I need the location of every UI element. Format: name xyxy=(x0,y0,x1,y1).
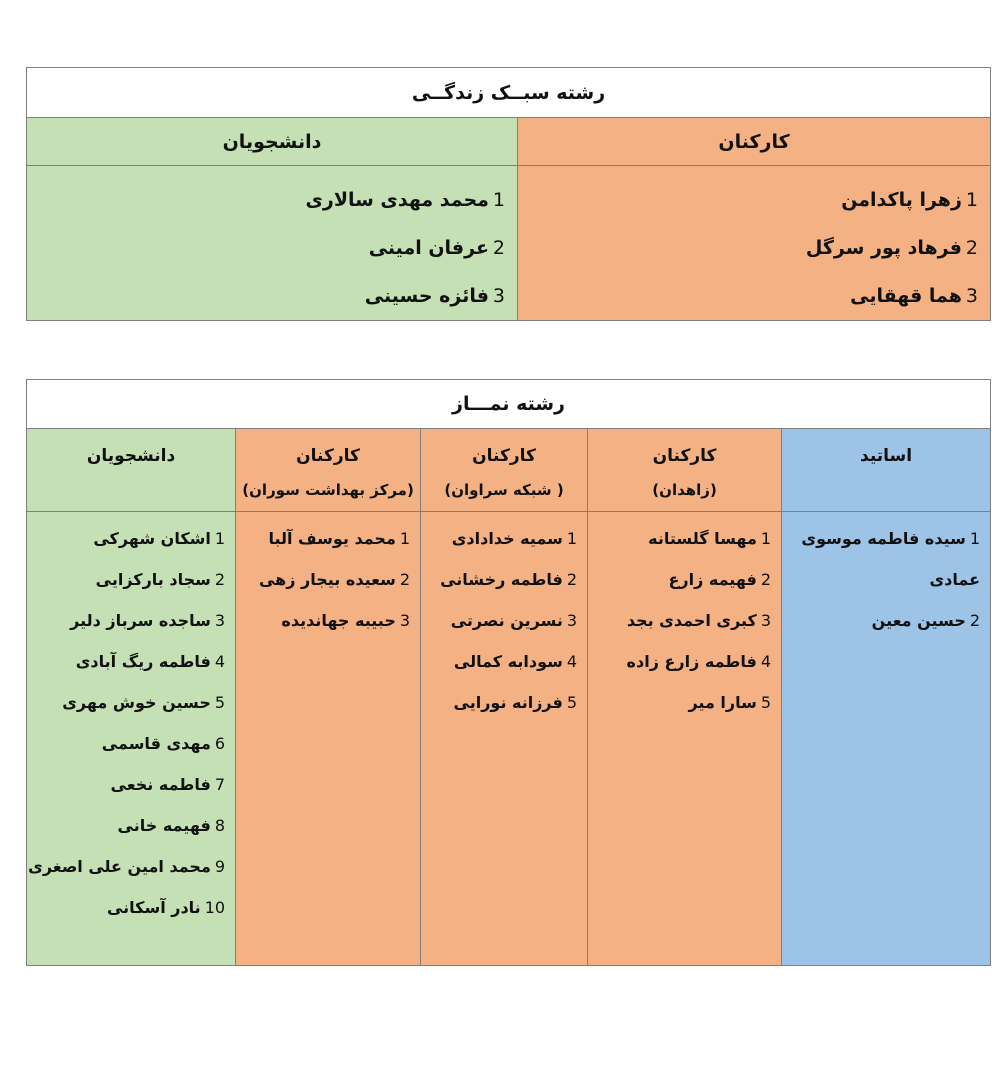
lifestyle-staff-header: کارکنان xyxy=(518,118,991,166)
list-item: 2سجاد بارکزایی xyxy=(95,570,226,589)
list-item: 5حسین خوش مهری xyxy=(62,693,226,712)
prayer-staff-saravan-list xyxy=(421,512,587,723)
prayer-professors-header xyxy=(782,429,991,512)
prayer-staff-zahedan-header xyxy=(588,429,782,512)
column-subtitle: (زاهدان) xyxy=(652,481,717,499)
list-item: 2عرفان امینی xyxy=(368,237,506,259)
prayer-staff-suran-header xyxy=(236,429,421,512)
prayer-staff-saravan-list-cell xyxy=(421,512,588,966)
list-item: 3هما قهقایی xyxy=(850,285,979,307)
lifestyle-staff-list xyxy=(518,166,990,320)
prayer-professors-list-cell xyxy=(782,512,991,966)
list-item: 8فهیمه خانی xyxy=(117,816,226,835)
list-item: 2سعیده بیجار زهی xyxy=(258,570,411,589)
prayer-table xyxy=(26,379,991,966)
column-title: دانشجویان xyxy=(86,446,176,466)
list-item: 1محمد یوسف آلبا xyxy=(268,529,411,548)
list-item: 2فرهاد پور سرگل xyxy=(805,237,979,259)
prayer-students-header xyxy=(27,429,236,512)
prayer-professors-list xyxy=(782,512,990,641)
list-item: 2فهیمه زارع xyxy=(668,570,772,589)
list-item: 3کبری احمدی بجد xyxy=(626,611,772,630)
list-item: 1سمیه خدادادی xyxy=(451,529,578,548)
list-item: 2فاطمه رخشانی xyxy=(440,570,578,589)
prayer-students-list-cell xyxy=(27,512,236,966)
list-item: 1محمد مهدی سالاری xyxy=(305,189,506,211)
prayer-staff-zahedan-list xyxy=(588,512,781,723)
prayer-staff-suran-list-cell xyxy=(236,512,421,966)
list-item: 5سارا میر xyxy=(688,693,772,712)
list-item: 1زهرا پاکدامن xyxy=(841,189,979,211)
column-subtitle: (مرکز بهداشت سوران) xyxy=(242,481,414,499)
prayer-staff-zahedan-list-cell xyxy=(588,512,782,966)
list-item: 3حبیبه جهاندیده xyxy=(281,611,411,630)
prayer-title: رشته نمـــاز xyxy=(27,380,991,429)
list-item: 7فاطمه نخعی xyxy=(110,775,226,794)
column-title: اساتید xyxy=(860,446,913,466)
prayer-staff-suran-list xyxy=(236,512,420,641)
lifestyle-title: رشته سبــک زندگــی xyxy=(27,68,991,118)
list-item: 5فرزانه نورایی xyxy=(453,693,578,712)
lifestyle-staff-list-cell xyxy=(518,166,991,321)
list-item: 4سودابه کمالی xyxy=(453,652,578,671)
list-item: 10نادر آسکانی xyxy=(106,898,226,917)
column-title: کارکنان xyxy=(472,446,536,466)
column-title: کارکنان xyxy=(652,446,717,466)
lifestyle-students-list xyxy=(27,166,517,320)
lifestyle-students-list-cell xyxy=(27,166,518,321)
list-item: 6مهدی قاسمی xyxy=(101,734,226,753)
list-item: 4فاطمه ریگ آبادی xyxy=(75,652,226,671)
list-item: 9محمد امین علی اصغری xyxy=(28,857,226,876)
column-subtitle: ( شبکه سراوان) xyxy=(444,481,564,499)
list-item: 1مهسا گلستانه xyxy=(648,529,772,548)
list-item: 2حسین معین xyxy=(871,611,981,630)
prayer-students-list xyxy=(27,512,235,928)
list-item: 3فائزه حسینی xyxy=(364,285,506,307)
lifestyle-students-header: دانشجویان xyxy=(27,118,518,166)
list-item: 1اشکان شهرکی xyxy=(93,529,226,548)
list-item: 3ساجده سرباز دلیر xyxy=(70,611,226,630)
list-item: 1سیده فاطمه موسوی عمادی xyxy=(801,529,981,589)
lifestyle-table xyxy=(26,67,991,321)
prayer-staff-saravan-header xyxy=(421,429,588,512)
list-item: 4فاطمه زارع زاده xyxy=(626,652,772,671)
list-item: 3نسرین نصرتی xyxy=(450,611,578,630)
column-title: کارکنان xyxy=(296,446,360,466)
